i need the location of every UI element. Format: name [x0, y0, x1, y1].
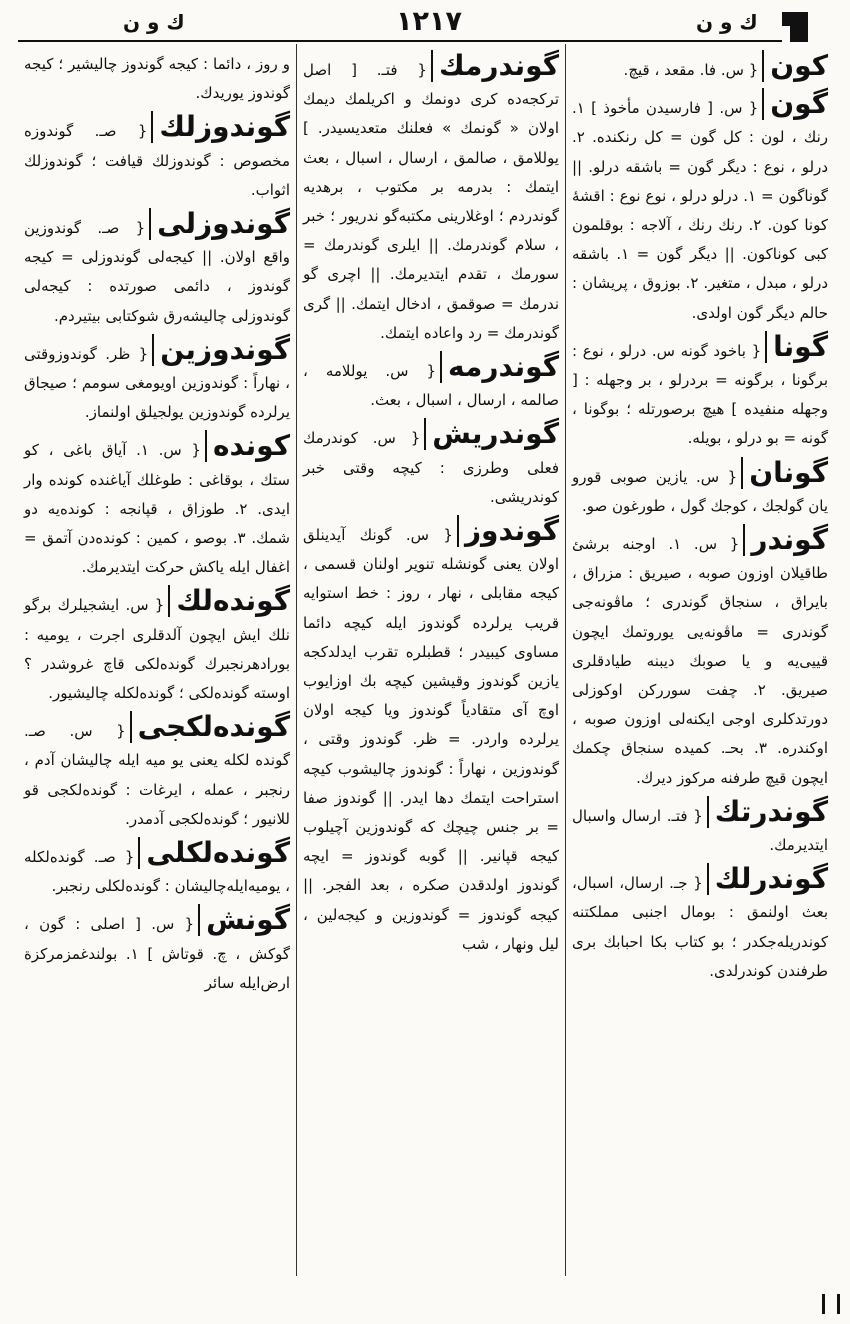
- headword: گونده‌لك: [168, 585, 290, 617]
- column-right: [566, 44, 834, 1276]
- headword: گون: [762, 88, 828, 120]
- dictionary-entry: [24, 111, 290, 205]
- definition: و روز ، دائما : كيجه گوندوز چاليشير ؛ كيجه گوندوز يوريدك.: [24, 55, 290, 103]
- headword: گوندرتك: [707, 796, 828, 828]
- headword: گونده‌لكلى: [138, 837, 290, 869]
- headword: گوندرمه: [440, 351, 559, 383]
- definition: { صـ. گوندوزه مخصوص : گوندوزلك قيافت ؛ گوندوزلك اثواب.: [24, 122, 290, 199]
- dictionary-entry: [24, 585, 290, 708]
- definition: { فتـ. [ اصل تركجه‌ده كرى دونمك و اكريلمك ديمك اولان « گونمك » فعلنك متعديسيدر. ] يوللامق ، صالمق ، ارسال ، اسبال ، بعث ايتمك : بدرمه بر مكتوب ، برهديه گوندردم ؛ اوغلارينى مكتبه‌گو ندريور ؛ خبر ، سلام گوندرمك. || ايلرى گوندرمك = سورمك ، تقدم ايتديرمك. || اچرى گو ندرمك = صوقمق ، ادخال ايتمك. || گرى گوندرمك = رد واعاده ايتمك.: [303, 61, 559, 342]
- dictionary-entry: [24, 334, 290, 428]
- dictionary-entry: [572, 50, 828, 85]
- definition: { صـ. گونده‌لكله ، يوميه‌ايله‌چاليشان : گونده‌لكلى رنجبر.: [24, 848, 290, 896]
- definition: { س. صـ. گونده لكله يعنى يو ميه ايله چاليشان آدم ، رنجبر ، عمله ، ايرغات : گونده‌لكجى قو للانيور ؛ گونده‌لكجى آدمدر.: [24, 722, 290, 828]
- headword: گوندر: [743, 524, 828, 556]
- column-middle: [296, 44, 566, 1276]
- dictionary-entry: [572, 88, 828, 328]
- thumb-index-mark: [782, 12, 808, 42]
- dictionary-entry: [24, 837, 290, 901]
- dictionary-entry-continued: [24, 50, 290, 108]
- definition: { باخود گونه س. درلو ، نوع : برگونا ، برگونه = بردرلو ، بر وجهله : [ وجهله منفيده ] هيچ برصورتله ؛ بوگونا ، گونه = بو درلو ، بويله.: [572, 341, 828, 448]
- definition: { س. ١. اوجنه برشئ طاقيلان اوزون صوبه ، صيريق : مزراق ، بايراق ، سنجاق گوندرى ؛ ماڤونه‌جى گوندرى = ماڤونه‌يى يوروتمك ايچون قييى‌يه و يا صوبك ديبنه طيادقلرى صيريق. ٢. چفت سورركن اوكوزلى دورتدكلرى اوجى ايكنه‌لى اوزون صوبه ، اوكندره. ٣. بحـ. كميده سنجاق چكمك ايچون قيچ طرفنه مركوز ديرك.: [572, 535, 828, 787]
- headword: گونده‌لكجى: [130, 711, 290, 743]
- definition: { صـ. گوندوزين واقع اولان. || كيجه‌لى گوندوزلى = كيجه گوندوز ، دائمى صورتده : كيجه‌لى گوندوزلى چاليشه‌رق شوكتابى بيتيردم.: [24, 219, 290, 325]
- dictionary-entry: [572, 457, 828, 521]
- headword: گونش: [198, 904, 290, 936]
- definition: { س. فا. مقعد ، قيچ.: [623, 61, 759, 79]
- dictionary-entry: [572, 524, 828, 793]
- definition: { س. [ اصلى : گون ، گوكش ، چ. قوتاش ] ١. بولندغمزمركزة ارض‌ايله سائر: [24, 915, 290, 992]
- definition: { س. ايشجيلرك برگو نلك ايش ايچون آلدقلرى اجرت ، يوميه : بورادهرنجبرك گونده‌لكى قاچ غروشدر ؟ اوسته گونده‌لكى ؛ گونده‌لكله چاليشيور.: [24, 596, 290, 703]
- dictionary-entry: [572, 863, 828, 986]
- definition: { ظر. گوندوزوقتى ، نهاراً : گوندوزين اويومغى سومم ؛ صيجاق يرلرده گوندوزين يولجيلق اولنماز.: [24, 344, 290, 422]
- dictionary-entry: [24, 904, 290, 998]
- headword: گوندوزلى: [149, 208, 290, 240]
- dictionary-entry: [24, 430, 290, 582]
- headword: گوندوزلك: [151, 111, 290, 143]
- dictionary-entry: [303, 351, 559, 415]
- headword: كونده: [205, 430, 290, 462]
- headword: كون: [762, 50, 828, 82]
- headword: گوندرلك: [707, 863, 828, 895]
- page-header: [18, 6, 808, 42]
- definition: { س. كوندرمك فعلى وطرزى : كيچه وقتى خبر كوندريشى.: [303, 429, 559, 506]
- definition: { س. ١. آياق باغى ، كو ستك ، بوقاغى : طوغلك آياغنده كونده وار ايدى. ٢. طوزاق ، قپانجه : كونده‌يه دو شمك. ٣. بوصو ، كمين : كونده‌دن آتمق = اغفال ايله ياكش حركت ايتديرمك.: [24, 441, 290, 577]
- dictionary-entry: [303, 50, 559, 348]
- dictionary-entry: [24, 711, 290, 834]
- dictionary-entry: [303, 418, 559, 512]
- definition: { س. گونك آيدينلق اولان يعنى گونشله تنوير اولنان قسمى ، كيجه مقابلى ، نهار ، روز : خط استوايه قريب يرلرده گوندوز ايله كيچه دائما مساوى كيبيدر ؛ قطبلره تقرب ايدلدكجه يازين گوندوز وقيشين كيچه بك اوزايوب اوچ آى متقادياً گوندوز ويا كيجه اولان يرلرده واردر. = ظر. گوندوز وقتى ، گوندوزين ، نهاراً : گوندوز چاليشوب كيچه استراحت ايتمك دها ايدر. || گوندوز صفا = بر جنس چيچك كه گوندوزين آچيلوب كيجه قپانير. || گوبه گوندوز = ايچه گوندوز اولدقدن صكره ، بعد الفجر. || كيجه گوندوز = گوندوزين و كيجه‌لين ، ليل ونهار ، شب: [303, 526, 559, 953]
- dictionary-entry: [572, 331, 828, 454]
- definition: { فتـ. ارسال واسبال ايتديرمك.: [572, 806, 828, 855]
- headword: گونا: [765, 331, 828, 363]
- headword: گوندوزين: [152, 334, 290, 366]
- definition: { س. يوللامه ، صالمه ، ارسال ، اسبال ، بعث.: [303, 362, 559, 410]
- definition: { س. [ فارسيدن مأخوذ ] ١. رنك ، لون : كل گون = كل رنكنده. ٢. درلو ، نوع : ديگر گون = باشقه درلو. || گوناگون = ١. درلو درلو ، نوع نوع : اقشهٔ كونا كون. ٢. رنك رنك ، آلاجه : بوقلمون كبى كوناكون. || ديگر گون = ١. باشقه درلو ، مبدل ، متغير. ٢. بوزوق ، پريشان : حالم ديگر گون اولدى.: [572, 99, 828, 322]
- definition: { س. يازين صوبى قورو يان گولجك ، كوجك گول ، طورغون صو.: [572, 467, 828, 515]
- headword: گوندريش: [424, 418, 559, 450]
- dictionary-entry: [303, 515, 559, 959]
- column-left: [18, 44, 296, 1276]
- headword: گونان: [741, 457, 828, 489]
- page-number: ١٢١٧: [396, 6, 462, 37]
- running-head-left: ك و ن: [123, 10, 185, 34]
- running-head-right: ك و ن: [696, 10, 758, 34]
- dictionary-entry: [24, 208, 290, 331]
- headword: گوندرمك: [431, 50, 559, 82]
- dictionary-entry: [572, 796, 828, 860]
- definition: { جـ. ارسال، اسبال، بعث اولنمق : بومال اجنبى مملكتنه كوندريله‌جكدر ؛ بو كتاب بكا احبابك برى طرفندن كوندرلدى.: [572, 874, 828, 980]
- margin-tick-mark: [822, 1294, 840, 1314]
- headword: گوندوز: [457, 515, 559, 547]
